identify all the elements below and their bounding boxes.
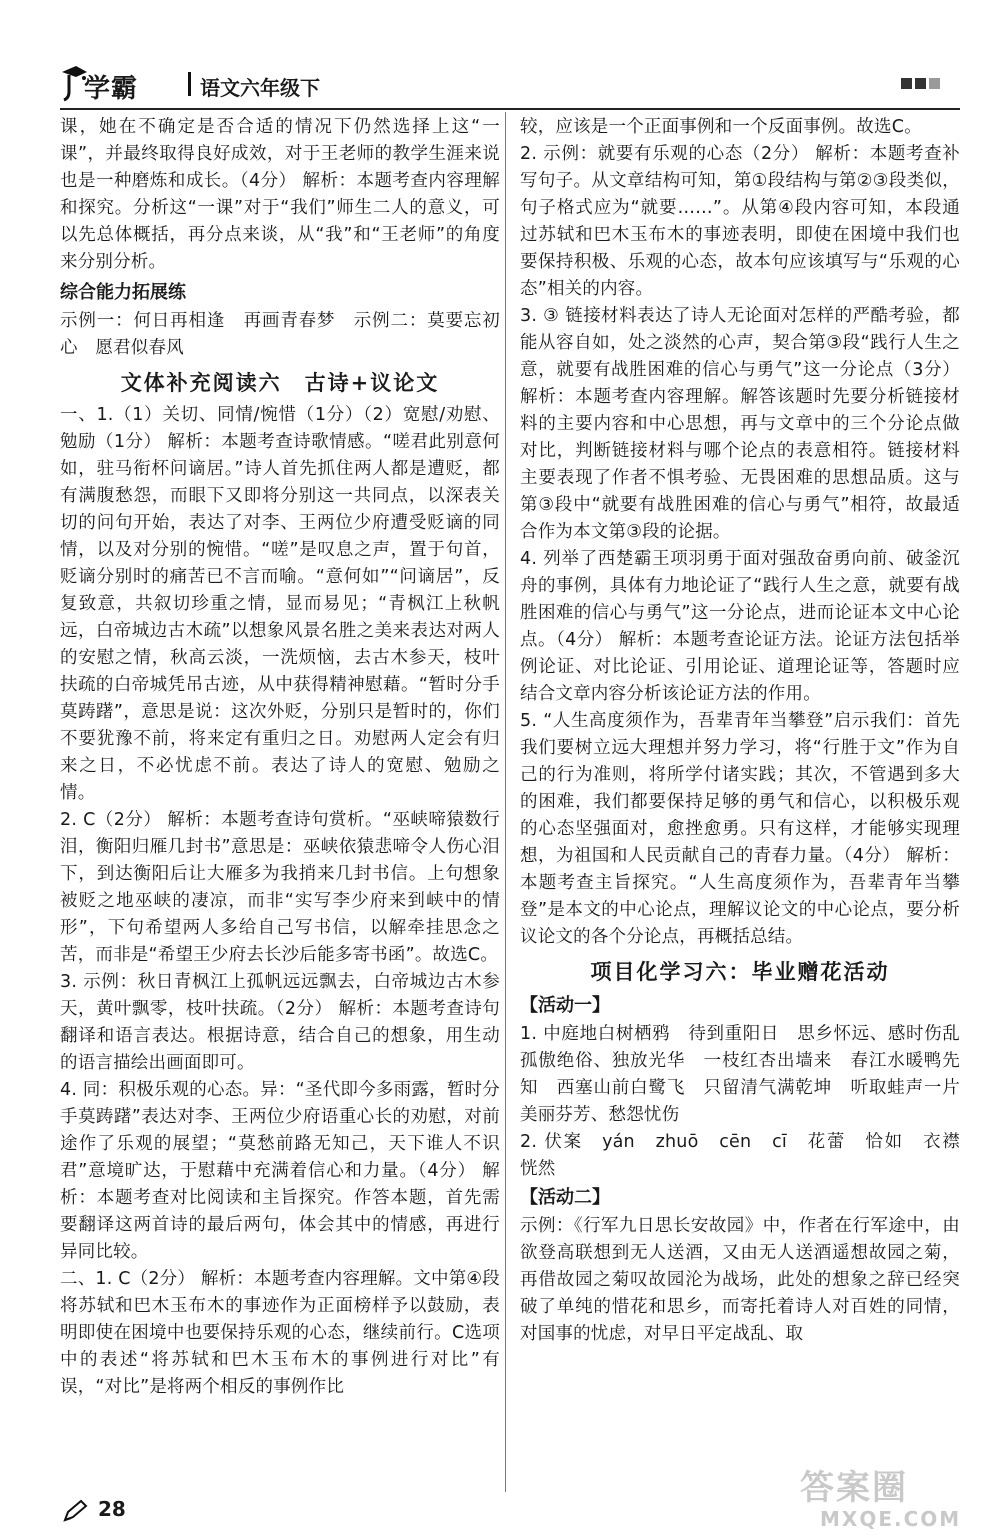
answer-paragraph: 示例：《行军九日思长安故园》中，作者在行军途中，由欲登高联想到无人送酒，又由无人送酒遥想故园之菊，再借故园之菊叹故园沦为战场，此处的想象之辞已经突破了单纯的惜花和思乡，而寄托着诗人对百姓的同情，对国事的忧虑，对早日平定战乱、取 <box>520 1216 960 1344</box>
header-squares-decoration <box>898 74 940 93</box>
brand-name: 学霸 <box>84 74 139 104</box>
page-number: 28 <box>98 1497 126 1521</box>
pencil-icon <box>62 1499 88 1523</box>
section-heading: 综合能力拓展练 <box>60 282 186 303</box>
answer-paragraph: 课，她在不确定是否合适的情况下仍然选择上这“一课”，并最终取得良好成效，对于王老师的教学生涯来说也是一种磨炼和成长。（4分） 解析：本题考查内容理解和探究。分析这“一课”对于“我们”师生二人的意义，可以先总体概括，再分点来谈，从“我”和“王老师”的角度来分别分析。 <box>60 117 500 272</box>
answer-paragraph: 较，应该是一个正面事例和一个反面事例。故选C。 <box>520 117 922 137</box>
watermark <box>800 1468 980 1534</box>
answer-paragraph: 4. 同：积极乐观的心态。异：“圣代即今多雨露，暂时分手莫踌躇”表达对李、王两位少府语重心长的劝慰，对前途作了乐观的展望；“莫愁前路无知己，天下谁人不识君”意境旷达，于慰藉中充满着信心和力量。（4分） 解析：本题考查对比阅读和主旨探究。作答本题，首先需要翻译这两首诗的最后两句，体会其中的情感，再进行异同比较。 <box>60 1080 500 1262</box>
answer-paragraph: 3. ③ 链接材料表达了诗人无论面对怎样的严酷考验，都能从容自如，处之淡然的心声，契合第③段“践行人生之意，就要有战胜困难的信心与勇气”这一分论点（3分） 解析：本题考查内容理解。解答该题时先要分析链接材料的主要内容和中心思想，再与文章中的三个分论点做对比，判断链接材料与哪个论点的表意相符。链接材料主要表现了作者不惧考验、无畏困难的思想品质。这与第③段中“就要有战胜困难的信心与勇气”相符，故最适合作为本文第③段的论据。 <box>520 306 960 542</box>
section-title: 文体补充阅读六 古诗+议论文 <box>120 370 440 395</box>
watermark-logo-text: 答案圈 <box>800 1468 908 1508</box>
answer-paragraph: 2. 伏案 yán zhuō cēn cī 花蕾 恰如 衣襟 恍然 <box>520 1132 978 1179</box>
right-column <box>520 114 978 1348</box>
header-separator <box>188 72 191 96</box>
answer-paragraph: 4. 列举了西楚霸王项羽勇于面对强敌奋勇向前、破釜沉舟的事例，具体有力地论证了“践行人生之意，就要有战胜困难的信心与勇气”这一分论点，进而论证本文中心论点。（4分） 解析：本题考查论证方法。论证方法包括举例论证、对比论证、引用论证、道理论证等，答题时应结合文章内容分析该论证方法的作用。 <box>520 549 960 704</box>
page-header <box>60 62 960 106</box>
answer-paragraph: 1. 中庭地白树栖鸦 待到重阳日 思乡怀远、感时伤乱 孤傲绝俗、独放光华 一枝红杏出墙来 春江水暖鸭先知 西塞山前白鹭飞 只留清气满乾坤 听取蛙声一片 美丽芬芳、愁怨忧伤 <box>520 1024 978 1125</box>
left-column <box>60 114 500 1401</box>
answer-paragraph: 示例一：何日再相逢 再画青春梦 示例二：莫要忘初心 愿君似春风 <box>60 311 500 358</box>
answer-paragraph: 二、1. C（2分） 解析：本题考查内容理解。文中第④段将苏轼和巴木玉布木的事迹作为正面榜样予以鼓励，表明即使在困境中也要保持乐观的心态，继续前行。C选项中的表述“将苏轼和巴木玉布木的事例进行对比”有误，“对比”是将两个相反的事例作比 <box>60 1269 500 1397</box>
section-title: 项目化学习六：毕业赠花活动 <box>590 959 890 984</box>
watermark-url: MXQE.COM <box>820 1507 962 1531</box>
column-divider <box>505 112 506 1492</box>
activity-tag: 【活动二】 <box>520 1187 610 1208</box>
answer-paragraph: 2. C（2分） 解析：本题考查诗句赏析。“巫峡啼猿数行泪，衡阳归雁几封书”意思是：巫峡依猿悲啼令人伤心泪下，到达衡阳后让大雁多为我捎来几封书信。上句想象被贬之地巫峡的凄凉，而非“实写李少府来到峡中的情形”，下句希望两人多给自己写书信，以解牵挂思念之苦，而非是“希望王少府去长沙后能多寄书函”。故选C。 <box>60 810 500 965</box>
answer-paragraph: 2. 示例：就要有乐观的心态（2分） 解析：本题考查补写句子。从文章结构可知，第①段结构与第②③段类似，句子格式应为“就要……”。从第④段内容可知，本段通过苏轼和巴木玉布木的事迹表明，即使在困境中我们也要保持积极、乐观的心态，故本句应该填写与“乐观的心态”相关的内容。 <box>520 144 960 299</box>
answer-paragraph: 一、1.（1）关切、同情/惋惜（1分）（2）宽慰/劝慰、勉励（1分） 解析：本题考查诗歌情感。“嗟君此别意何如，驻马衔杯问谪居。”诗人首先抓住两人都是遭贬，都有满腹愁怨，而眼下又即将分别这一共同点，以深表关切的问句开始，表达了对李、王两位少府遭受贬谪的同情，以及对分别的惋惜。“嗟”是叹息之声，置于句首，贬谪分别时的痛苦已不言而喻。“意何如”“问谪居”，反复致意，共叙切珍重之情，显而易见；“青枫江上秋帆远，白帝城边古木疏”以想象风景名胜之美来表达对两人的安慰之情，秋高云淡，一洗烦恼，去古木参天，枝叶扶疏的白帝城凭吊古迹，从中获得精神慰藉。“暂时分手莫踌躇”，意思是说：这次外贬，分别只是暂时的，你们不要犹豫不前，将来定有重归之日。劝慰两人定会有归来之日，不必忧虑不前。表达了诗人的宽慰、勉励之情。 <box>60 405 500 803</box>
book-subtitle: 语文六年级下 <box>200 76 320 100</box>
activity-tag: 【活动一】 <box>520 995 610 1016</box>
answer-paragraph: 3. 示例：秋日青枫江上孤帆远远飘去，白帝城边古木参天，黄叶飘零，枝叶扶疏。（2分） 解析：本题考查诗句翻译和语言表达。根据诗意，结合自己的想象，用生动的语言描绘出画面即可。 <box>60 972 500 1073</box>
header-rule <box>60 108 960 110</box>
answer-paragraph: 5. “人生高度须作为，吾辈青年当攀登”启示我们：首先我们要树立远大理想并努力学习，将“行胜于文”作为自己的行为准则，将所学付诸实践；其次，不管遇到多大的困难，我们都要保持足够的勇气和信心，以积极乐观的心态坚强面对，愈挫愈勇。只有这样，才能够实现理想，为祖国和人民贡献自己的青春力量。（4分） 解析：本题考查主旨探究。“人生高度须作为，吾辈青年当攀登”是本文的中心论点，理解议论文的中心论点，要分析议论文的各个分论点，再概括总结。 <box>520 711 960 947</box>
